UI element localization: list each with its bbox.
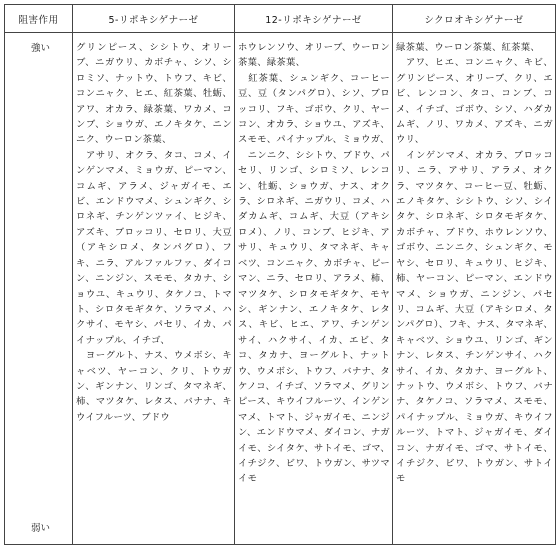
- header-inhibition: 阻害作用: [5, 5, 73, 33]
- cyclooxygenase-food-list: 緑茶葉、ウーロン茶葉、紅茶葉、 アワ、ヒエ、コンニャク、キビ、グリンピース、オリーブ、クリ、エビ、レンコン、タコ、コンブ、コメ、イチゴ、ゴボウ、シソ、ハダカムギ、ノリ、ワカメ、アズキ、ニガウリ、 インゲンマメ、オカラ、ブロッコリ、ニラ、アサリ、アラメ、オクラ、マツタケ、コーヒー豆、牡蛎、エノキタケ、シシトウ、シソ、シイタケ、シロネギ、シロタモギタケ、カボチャ、ブドウ、ホウレンソウ、ゴボウ、ニンニク、シュンギク、モヤシ、セロリ、キュウリ、ヒジキ、柿、ヤーコン、ピーマン、エンドウマメ、ショウガ、ニンジン、パセリ、コムギ、大豆（アキシロメ、タンパグロ）、フキ、ナス、タマネギ、キャベツ、ショウユ、リンゴ、ギンナン、レタス、チンゲンサイ、ハクサイ、イカ、タカナ、ヨーグルト、ナットウ、ウメボシ、トウフ、バナナ、タケノコ、ソラマメ、スモモ、パイナップル、ミョウガ、キウイフルーツ、トマト、ジャガイモ、ダイコン、ナガイモ、ゴマ、サトイモ、イチジク、ビワ、トウガン、サトイモ: [396, 42, 553, 485]
- header-row: [5, 5, 556, 33]
- 12-lipoxygenase-food-list: ホウレンソウ、オリーブ、ウーロン茶葉、緑茶葉、 紅茶葉、シュンギク、コーヒー豆、豆（タンパグロ）、シソ、ブロッコリ、フキ、ゴボウ、クリ、ヤーコン、オカラ、ショウユ、アズキ、スモモ、パイナップル、ミョウガ、 ニンニク、シシトウ、ブドウ、パセリ、リンゴ、シロミソ、レンコン、牡蛎、ショウガ、ナス、オクラ、シロネギ、ニガウリ、コメ、ハダカムギ、コムギ、大豆（アキシロメ）、ノリ、コンブ、ヒジキ、アサリ、キュウリ、タマネギ、キャベツ、コンニャク、カボチャ、ピーマン、ニラ、セロリ、アラメ、柿、マツタケ、シロタモギタケ、モヤシ、ギンナン、エノキタケ、レタス、キビ、ヒエ、アワ、チンゲンサイ、ハクサイ、イカ、エビ、タコ、タカナ、ヨーグルト、ナットウ、ウメボシ、トウフ、バナナ、タケノコ、イチゴ、ソラマメ、グリンピース、キウイフルーツ、インゲンマメ、トマト、ジャガイモ、ニンジン、エンドウマメ、ダイコン、ナガイモ、シイタケ、サトイモ、ゴマ、イチジク、ビワ、トウガン、サツマイモ: [238, 42, 390, 485]
- 5-lipoxygenase-cell: [73, 33, 235, 545]
- header-5-lipoxygenase: 5-リポキシゲナーゼ: [73, 5, 235, 33]
- strength-cell: [5, 33, 73, 545]
- header-cyclooxygenase: シクロオキシゲナーゼ: [393, 5, 556, 33]
- 5-lipoxygenase-food-list: グリンピース、シシトウ、オリーブ、ニガウリ、カボチャ、シソ、シロミソ、ナットウ、トウフ、キビ、コンニャク、ヒエ、紅茶葉、牡蛎、アワ、オカラ、緑茶葉、ワカメ、コンブ、ショウガ、エノキタケ、ニンニク、ウーロン茶葉、 アサリ、オクラ、タコ、コメ、インゲンマメ、ミョウガ、ピーマン、コムギ、アラメ、ジャガイモ、エビ、エンドウマメ、シュンギク、シロネギ、チンゲンツァイ、ヒジキ、アズキ、ブロッコリ、セロリ、大豆（アキシロメ、タンパグロ）、フキ、ニラ、アルファルファ、ダイコン、ニンジン、スモモ、タカナ、ショウユ、キュウリ、タケノコ、トマト、シロタモギタケ、ソラマメ、ハクサイ、モヤシ、パセリ、イカ、パイナップル、イチゴ、 ヨーグルト、ナス、ウメボシ、キャベツ、ヤーコン、クリ、トウガン、ギンナン、リンゴ、タマネギ、柿、マツタケ、レタス、バナナ、キウイフルーツ、ブドウ: [76, 42, 232, 423]
- 12-lipoxygenase-cell: [235, 33, 393, 545]
- strength-strong-label: 強い: [31, 43, 51, 54]
- header-12-lipoxygenase: 12-リポキシゲナーゼ: [235, 5, 393, 33]
- body-row: [5, 33, 556, 545]
- inhibition-table: [4, 4, 556, 545]
- page: [4, 4, 555, 545]
- strength-weak-label: 弱い: [31, 523, 51, 534]
- cyclooxygenase-cell: [393, 33, 556, 545]
